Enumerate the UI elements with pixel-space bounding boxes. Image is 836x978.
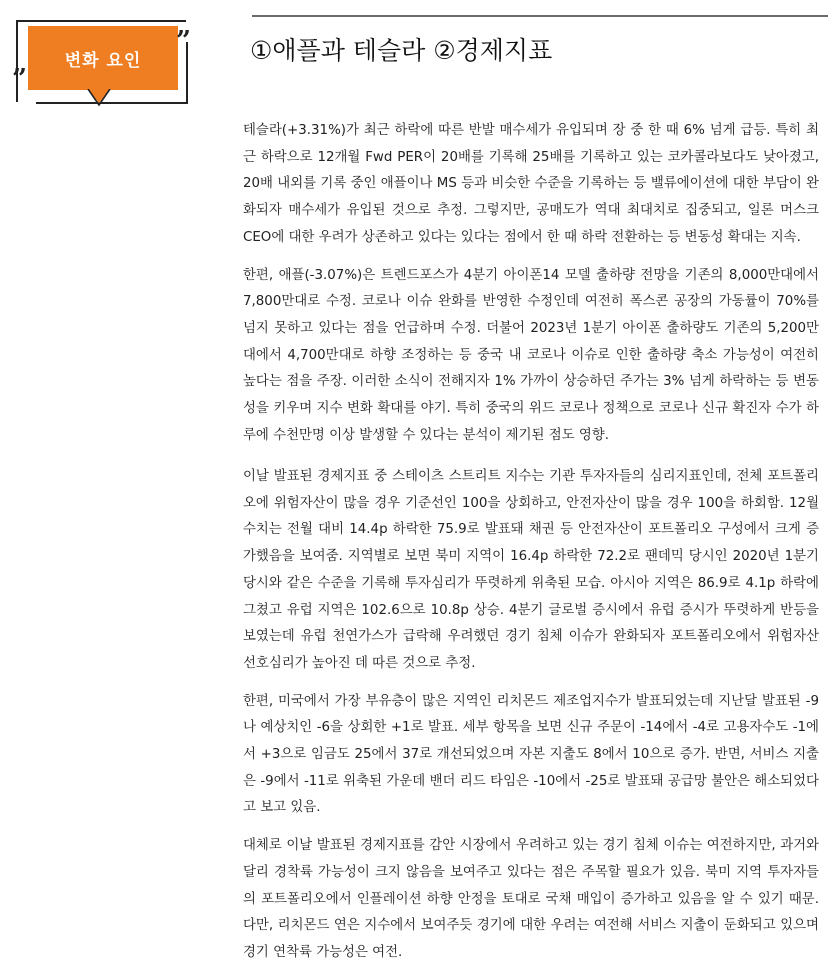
paragraph-summary: 대체로 이날 발표된 경제지표를 감안 시장에서 우려하고 있는 경기 침체 이슈는 여전하지만, 과거와 달리 경착륙 가능성이 크지 않음을 보여주고 있다는 점은 주목할 필요가 있음. 북미 지역 투자자들의 포트폴리오에서 인플레이션 하향 안정을 토대로 국채 매입이 증가하고 있음을 알 수 있기 때문. 다만, 리치몬드 연은 지수에서 보여주듯 경기에 대한 우려는 여전해 서비스 지출이 둔화되고 있으며 경기 연착륙 가능성은 여전. bbox=[243, 838, 819, 960]
paragraph-apple: 한편, 애플(-3.07%)은 트렌드포스가 4분기 아이폰14 모델 출하량 전망을 기존의 8,000만대에서 7,800만대로 수정. 코로나 이슈 완화를 반영한 수정인데 여전히 폭스콘 공장의 가동률이 70%를 넘지 못하고 있다는 점을 언급하며 수정. 더불어 2023년 1분기 아이폰 출하량도 기존의 5,200만대에서 4,700만대로 하향 조정하는 등 중국 내 코로나 이슈로 인한 출하량 축소 가능성이 여전히 높다는 점을 주장. 이러한 소식이 전해지자 1% 가까이 상승하던 주가는 3% 넘게 하락하는 등 변동성을 키우며 지수 변화 확대를 야기. 특히 중국의 위드 코로나 정책으로 코로나 신규 확진자 수가 하루에 수천만명 이상 발생할 수 있다는 분석이 제기된 점도 영향. bbox=[243, 267, 819, 443]
badge-label: 변화 요인 bbox=[64, 51, 142, 71]
change-factor-badge bbox=[28, 26, 178, 90]
paragraph-state-street: 이날 발표된 경제지표 중 스테이츠 스트리트 지수는 기관 투자자들의 심리지표인데, 전체 포트폴리오에 위험자산이 많을 경우 기준선인 100을 상회하고, 안전자산이 많을 경우 100을 하회함. 12월 수치는 전월 대비 14.4p 하락한 75.9로 발표돼 채권 등 안전자산이 포트폴리오 구성에서 크게 증가했음을 보여줌. 지역별로 보면 북미 지역이 16.4p 하락한 72.2로 팬데믹 당시인 2020년 1분기 당시와 같은 수준을 기록해 투자심리가 뚜렷하게 위축된 모습. 아시아 지역은 86.9로 4.1p 하락에 그쳤고 유럽 지역은 102.6으로 10.8p 상승. 4분기 글로벌 증시에서 유럽 증시가 뚜렷하게 반등을 보였는데 유럽 천연가스가 급락해 우려했던 경기 침체 이슈가 완화되자 포트폴리오에서 위험자산 선호심리가 높아진 데 따른 것으로 추정. bbox=[243, 469, 819, 671]
badge-pointer-outline bbox=[86, 89, 112, 107]
body-group-tesla-apple bbox=[243, 118, 819, 460]
paragraph-tesla: 테슬라(+3.31%)가 최근 하락에 따른 반발 매수세가 유입되며 장 중 한 때 6% 넘게 급등. 특히 최근 하락으로 12개월 Fwd PER이 20배를 기록해 25배를 기록하고 있는 코카콜라보다도 낮아졌고, 20배 내외를 기록 중인 애플이나 MS 등과 비슷한 수준을 기록하는 등 밸류에이션에 대한 부담이 완화되자 매수세가 유입된 것으로 추정. 그렇지만, 공매도가 역대 최대치로 집중되고, 일론 머스크 CEO에 대한 우려가 상존하고 있다는 있다는 점에서 한 때 하락 전환하는 등 변동성 확대는 지속. bbox=[243, 123, 819, 245]
close-quote-mark: ” bbox=[176, 26, 191, 56]
section-title: ①애플과 테슬라 ②경제지표 bbox=[250, 36, 553, 65]
header-rule bbox=[252, 15, 828, 17]
open-quote-mark: ” bbox=[12, 64, 27, 94]
body-group-economic-indicators bbox=[243, 464, 819, 978]
paragraph-richmond: 한편, 미국에서 가장 부유층이 많은 지역인 리치몬드 제조업지수가 발표되었는데 지난달 발표된 -9나 예상치인 -6을 상회한 +1로 발표. 세부 항목을 보면 신규 주문이 -14에서 -4로 고용자수도 -1에서 +3으로 임금도 25에서 37로 개선되었으며 자본 지출도 8에서 10으로 증가. 반면, 서비스 지출은 -9에서 -11로 위축된 가운데 밴더 리드 타임은 -10에서 -25로 발표돼 공급망 불안은 해소되었다고 보고 있음. bbox=[243, 693, 819, 816]
